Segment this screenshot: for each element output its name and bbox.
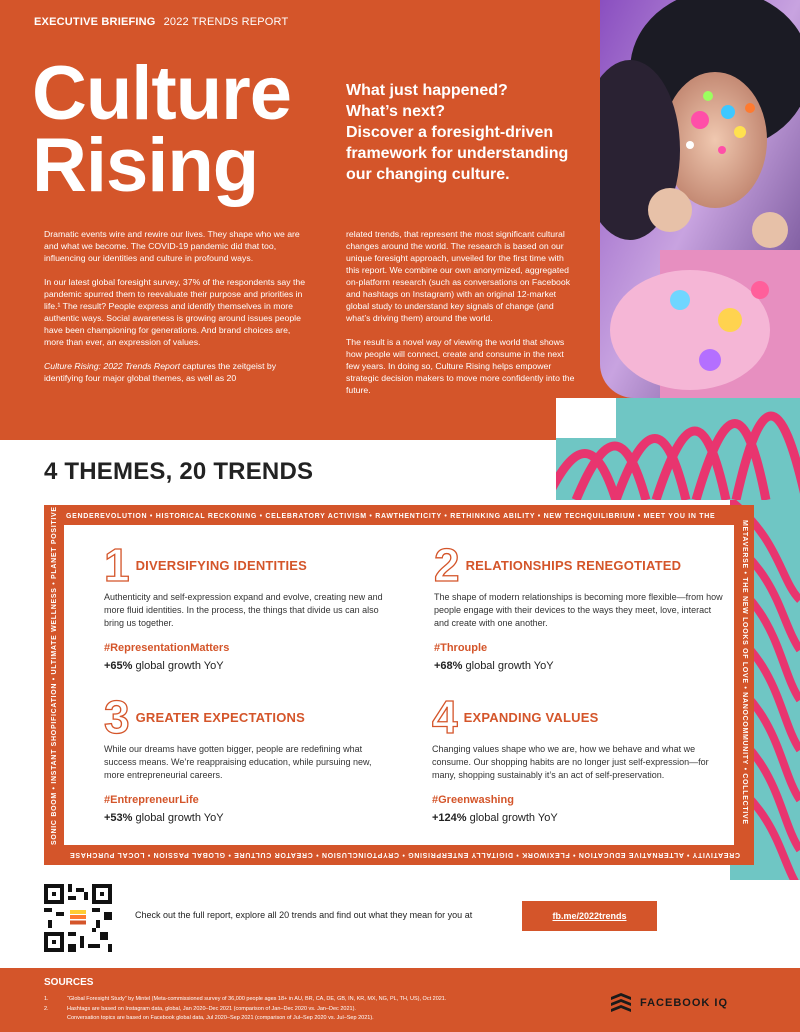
theme-card-1 — [104, 539, 394, 672]
theme-growth: +53% global growth YoY — [104, 812, 224, 824]
theme-growth: +65% global growth YoY — [104, 660, 224, 672]
theme-card-4 — [432, 691, 722, 824]
theme-hashtag: #Throuple — [434, 642, 488, 654]
intro-column-2: related trends, that represent the most significant cultural changes around the world. The research is based on our unique foresight approach, unveiled for the first time with this report. We combine our own anonymized, aggregated on-platform research (such as conversations on Facebook and hashtags on Instagram) with an original 12-market global study to understand key signals of change (and what’s driving them) around the world. The result is a novel way of viewing the world that shows how people will connect, create and consume in the next few years. In doing so, Culture Rising helps empower strategic decision makers to move more confidently into the future. — [346, 229, 575, 395]
trend-band-top: GENDEREVOLUTION • HISTORICAL RECKONING • CELEBRATORY ACTIVISM • RAWTHENTICITY • RETHINKING ABILITY • NEW TECHQUILIBRIUM • MEET YOU IN THE — [66, 513, 716, 520]
source-item: 2. Hashtags are based on Instagram data, global, Jan 2020–Dec 2021 (comparison of Jan–Dec 2020 vs. Jan–Dec 2021). — [44, 1006, 356, 1012]
eyebrow: EXECUTIVE BRIEFING 2022 TRENDS REPORT — [34, 16, 289, 28]
hero-photo — [600, 0, 800, 398]
theme-description: Authenticity and self-expression expand and evolve, creating new and more fluid identities. In the process, the things that divide us can also bring us together. — [104, 592, 383, 628]
qr-code[interactable] — [44, 884, 112, 952]
footer — [0, 968, 800, 1032]
decorative-pattern — [556, 398, 800, 500]
tagline: What just happened? What’s next? Discover a foresight-driven framework for understanding our changing culture. — [346, 82, 569, 183]
facebook-iq-logo: FACEBOOK IQ — [610, 992, 728, 1014]
theme-description: The shape of modern relationships is becoming more flexible—from how people engage with their devices to the ways they meet, love, interact and create with one another. — [434, 592, 723, 628]
theme-description: While our dreams have gotten bigger, people are redefining what success means. We’re reappraising education, while pursuing new, more entrepreneurial careers. — [104, 744, 372, 780]
sources-title: SOURCES — [44, 977, 94, 988]
theme-name: RELATIONSHIPS RENEGOTIATED — [465, 557, 682, 573]
theme-hashtag: #EntrepreneurLife — [104, 794, 199, 806]
theme-description: Changing values shape who we are, how we behave and what we consume. Our shopping habits are no longer just self-expression—for many, shopping sustainably it’s an act of self-preservation. — [432, 744, 709, 780]
source-item: 1. “Global Foresight Study” by Mintel (Meta-commissioned survey of 36,000 people ages 18+ in AU, BR, CA, DE, GB, IN, KR, MX, NG, PL, TH, US), Oct 2021. — [44, 996, 447, 1002]
theme-number: 4 — [432, 691, 458, 743]
trend-band-bottom: CREATIVITY • ALTERNATIVE EDUCATION • FLEXIWORK • DIGITALLY ENTERPRISING • CRYPTOINCLUSION • CREATOR CULTURE • GLOBAL PASSION • LOCAL PURCHASE — [69, 851, 740, 858]
report-link-button[interactable]: fb.me/2022trends — [522, 901, 657, 931]
theme-name: EXPANDING VALUES — [463, 709, 599, 725]
theme-hashtag: #Greenwashing — [432, 794, 514, 806]
page-title: Culture Rising — [32, 51, 291, 208]
facebook-iq-icon — [610, 992, 632, 1014]
theme-name: GREATER EXPECTATIONS — [135, 709, 305, 725]
trend-band-left: SONIC BOOM • INSTANT SHOPIFICATION • ULTIMATE WELLNESS • PLANET POSITIVE — [51, 506, 58, 845]
theme-hashtag: #RepresentationMatters — [104, 642, 230, 654]
section-title: 4 THEMES, 20 TRENDS — [44, 458, 314, 485]
theme-number: 3 — [104, 691, 130, 743]
theme-number: 2 — [434, 539, 460, 591]
cta-text: Check out the full report, explore all 20 trends and find out what they mean for you at — [135, 910, 473, 920]
theme-growth: +68% global growth YoY — [434, 660, 554, 672]
theme-name: DIVERSIFYING IDENTITIES — [135, 557, 308, 573]
theme-growth: +124% global growth YoY — [432, 812, 558, 824]
intro-column-1: Dramatic events wire and rewire our lives. They shape who we are and what we become. The COVID-19 pandemic did that too, influencing our identities and culture in profound ways. In our latest global foresight survey, 37% of the respondents say the pandemic spurred them to reevaluate their purpose and priorities in life.¹ The result? People express and identify themselves in more authentic ways. Social awareness is growing around issues people have been championing for generations. And brand choices are, more than ever, an expression of values. Culture Rising: 2022 Trends Report captures the zeitgeist by identifying four major global themes, as well as 20 — [44, 229, 306, 383]
theme-number: 1 — [104, 539, 130, 591]
source-item: Conversation topics are based on Facebook global data, Jul 2020–Sep 2021 (comparison of Jul–Sep 2020 vs. Jul–Sep 2021). — [67, 1015, 374, 1021]
theme-card-3 — [104, 691, 394, 824]
theme-card-2 — [434, 539, 724, 672]
trend-band-right: METAVERSE • THE NEW LOOKS OF LOVE • NANOCOMMUNITY • COLLECTIVE — [741, 520, 748, 825]
